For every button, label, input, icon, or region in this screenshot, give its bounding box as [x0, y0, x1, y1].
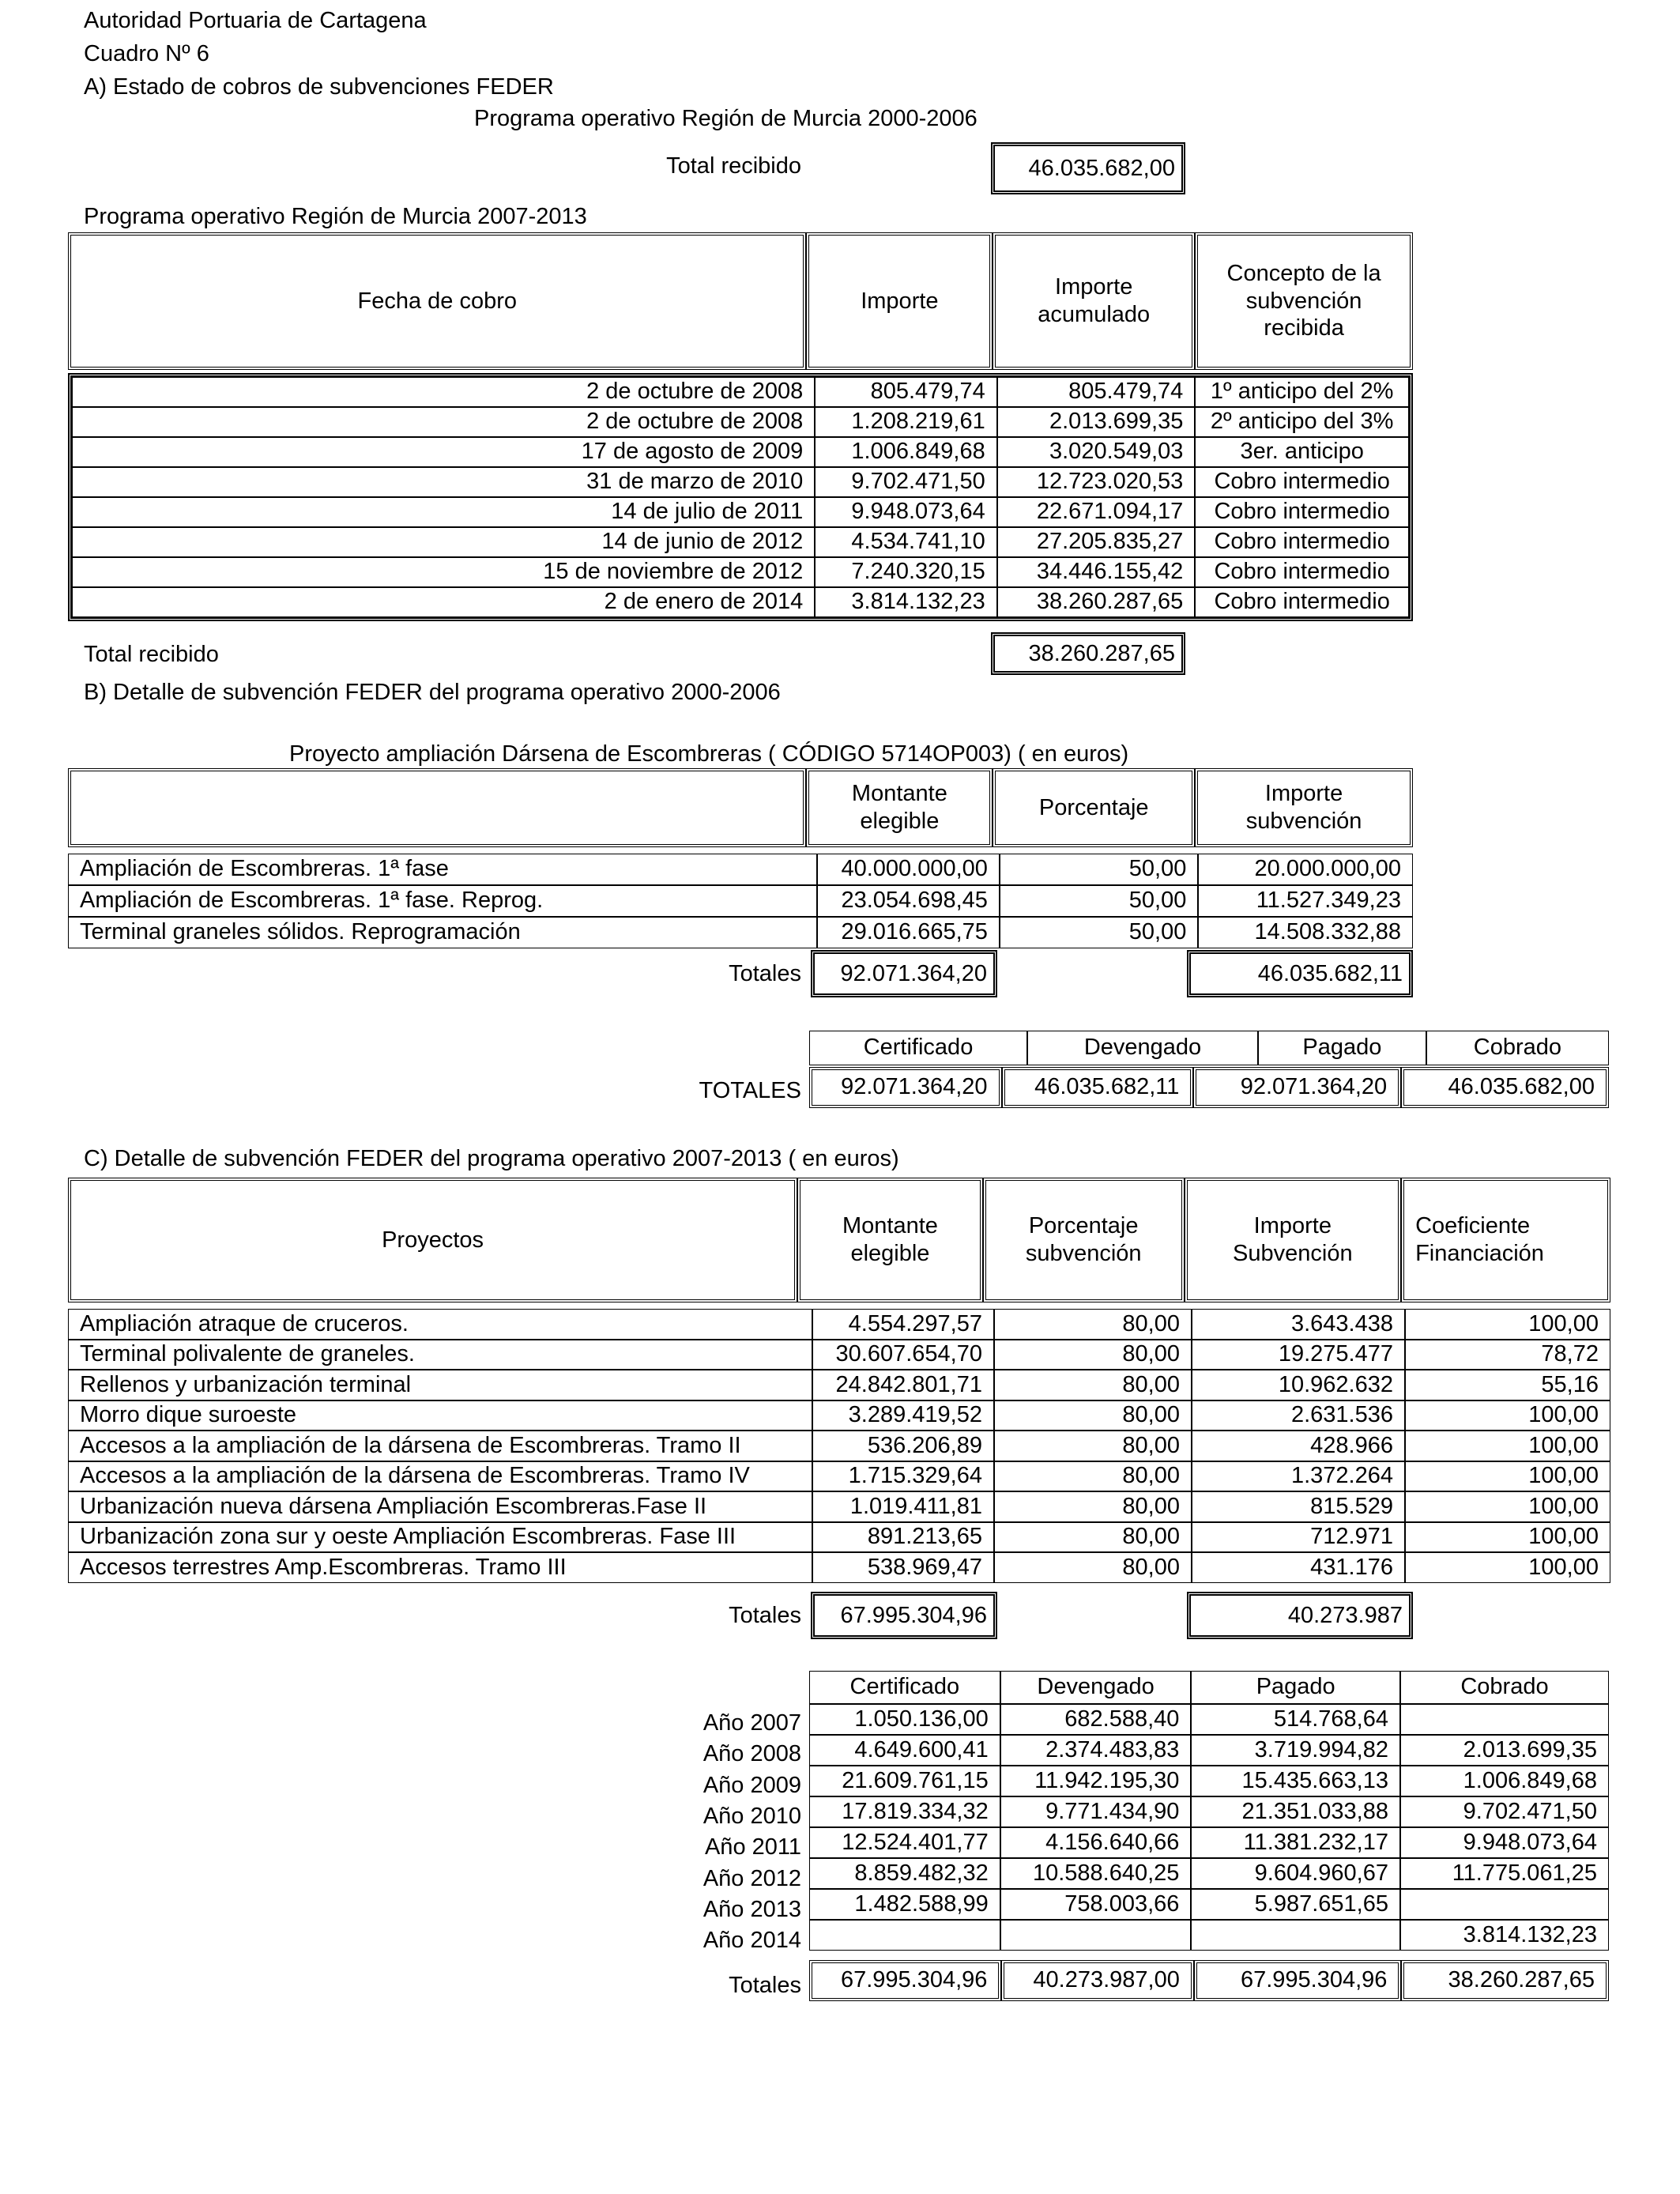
section-b-project: Proyecto ampliación Dársena de Escombreras ( CÓDIGO 5714OP003) ( en euros) — [289, 741, 1129, 767]
section-b-row-cell: 11.527.349,23 — [1198, 885, 1413, 917]
yearly-row-cell — [1400, 1889, 1609, 1920]
section-b-row-cell: 50,00 — [1000, 854, 1198, 885]
yearly-row-cell: 682.588,40 — [1000, 1704, 1192, 1735]
section-c-row-cell: 1.372.264 — [1192, 1461, 1405, 1492]
section-c-row-cell: 712.971 — [1192, 1522, 1405, 1553]
cobros-row-cell: 38.260.287,65 — [997, 587, 1196, 617]
yearly-row-cell: 15.435.663,13 — [1191, 1766, 1400, 1796]
yearly-row-label: Año 2007 — [703, 1710, 801, 1736]
cobros-row-cell: 9.948.073,64 — [815, 497, 997, 527]
section-b-row-cell: Ampliación de Escombreras. 1ª fase — [68, 854, 817, 885]
section-b-row — [68, 885, 1413, 917]
yearly-header-certificado: Certificado — [809, 1671, 1000, 1704]
cobros-row-cell: 31 de marzo de 2010 — [72, 467, 815, 497]
cobros-header-fecha: Fecha de cobro — [68, 232, 806, 370]
section-c-row-cell: 100,00 — [1405, 1461, 1610, 1492]
summary-header-devengado: Devengado — [1027, 1031, 1258, 1065]
program-2007-title: Programa operativo Región de Murcia 2007-2013 — [84, 204, 587, 229]
cobros-row-cell: 34.446.155,42 — [997, 557, 1196, 587]
yearly-row — [809, 1796, 1609, 1827]
section-c-row-cell: 536.206,89 — [812, 1431, 994, 1461]
section-c-row-cell: 80,00 — [994, 1431, 1192, 1461]
yearly-row — [809, 1735, 1609, 1766]
cobros-row-cell: 2 de octubre de 2008 — [72, 377, 815, 407]
section-b-row-cell: 50,00 — [1000, 885, 1198, 917]
section-c-row-cell: Accesos terrestres Amp.Escombreras. Tramo III — [68, 1552, 812, 1583]
section-b-header-table — [68, 768, 1413, 847]
section-c-row-cell: 78,72 — [1405, 1340, 1610, 1370]
section-b-row-cell: 40.000.000,00 — [817, 854, 1000, 885]
yearly-row-cell: 11.381.232,17 — [1191, 1827, 1400, 1858]
cobros-table — [68, 373, 1413, 621]
section-b-row — [68, 854, 1413, 885]
summary-totales-label: TOTALES — [699, 1078, 801, 1103]
section-b-row-cell: Terminal graneles sólidos. Reprogramación — [68, 917, 817, 948]
section-b-title: B) Detalle de subvención FEDER del programa operativo 2000-2006 — [84, 680, 781, 705]
section-c-row — [68, 1309, 1610, 1340]
cobros-row-cell: 15 de noviembre de 2012 — [72, 557, 815, 587]
cobros-header-table — [68, 232, 1413, 370]
section-c-row-cell: 19.275.477 — [1192, 1340, 1405, 1370]
yearly-totals-table — [809, 1960, 1609, 2001]
cobros-header-acumulado: Importe acumulado — [993, 232, 1195, 370]
section-b-header-porcentaje: Porcentaje — [993, 768, 1195, 847]
cobros-row-cell: 2º anticipo del 3% — [1195, 407, 1409, 437]
yearly-header-devengado: Devengado — [1000, 1671, 1192, 1704]
section-c-row-cell: 1.715.329,64 — [812, 1461, 994, 1492]
cuadro-number: Cuadro Nº 6 — [84, 41, 209, 66]
cobros-total-value: 38.260.287,65 — [991, 632, 1185, 675]
yearly-row — [809, 1858, 1609, 1889]
program-2000-title: Programa operativo Región de Murcia 2000-2006 — [474, 106, 977, 131]
section-b-summary-table — [809, 1031, 1609, 1065]
section-c-row-cell: 55,16 — [1405, 1370, 1610, 1400]
summary-value-certificado: 92.071.364,20 — [809, 1067, 1002, 1108]
section-c-row-cell: 538.969,47 — [812, 1552, 994, 1583]
section-c-row-cell: 815.529 — [1192, 1491, 1405, 1522]
section-b-header-montante: Montante elegible — [806, 768, 993, 847]
yearly-row-label: Año 2008 — [703, 1741, 801, 1767]
section-c-row-cell: 4.554.297,57 — [812, 1309, 994, 1340]
cobros-row — [72, 437, 1409, 467]
section-b-table — [68, 854, 1413, 948]
yearly-row-cell: 8.859.482,32 — [809, 1858, 1000, 1889]
section-b-summary-values — [809, 1067, 1609, 1108]
section-c-row-cell: 3.643.438 — [1192, 1309, 1405, 1340]
yearly-total-pagado: 67.995.304,96 — [1194, 1960, 1402, 2001]
cobros-row — [72, 527, 1409, 557]
cobros-row — [72, 407, 1409, 437]
section-c-row-cell: 100,00 — [1405, 1309, 1610, 1340]
section-c-row — [68, 1461, 1610, 1492]
section-c-row-cell: 891.213,65 — [812, 1522, 994, 1553]
section-c-title: C) Detalle de subvención FEDER del programa operativo 2007-2013 ( en euros) — [84, 1146, 899, 1171]
section-c-row-cell: 428.966 — [1192, 1431, 1405, 1461]
yearly-row-label: Año 2014 — [703, 1928, 801, 1954]
section-c-row-cell: 80,00 — [994, 1552, 1192, 1583]
section-c-header-importe: Importe Subvención — [1185, 1178, 1402, 1302]
section-c-row — [68, 1431, 1610, 1461]
yearly-row — [809, 1827, 1609, 1858]
cobros-row-cell: 1.208.219,61 — [815, 407, 997, 437]
section-c-row-cell: 10.962.632 — [1192, 1370, 1405, 1400]
yearly-row-cell — [809, 1920, 1000, 1951]
yearly-row-cell — [1400, 1704, 1609, 1735]
section-b-row-cell: 50,00 — [1000, 917, 1198, 948]
cobros-row — [72, 497, 1409, 527]
section-c-row — [68, 1370, 1610, 1400]
section-c-row-cell: 80,00 — [994, 1309, 1192, 1340]
cobros-row-cell: 17 de agosto de 2009 — [72, 437, 815, 467]
section-c-row — [68, 1340, 1610, 1370]
summary-header-pagado: Pagado — [1258, 1031, 1426, 1065]
section-c-row-cell: 2.631.536 — [1192, 1400, 1405, 1431]
section-c-row-cell: 24.842.801,71 — [812, 1370, 994, 1400]
summary-header-certificado: Certificado — [809, 1031, 1027, 1065]
yearly-row-cell: 2.013.699,35 — [1400, 1735, 1609, 1766]
yearly-row-cell — [1191, 1920, 1400, 1951]
section-b-header-importe: Importe subvención — [1195, 768, 1413, 847]
section-b-row-cell: Ampliación de Escombreras. 1ª fase. Reprog. — [68, 885, 817, 917]
section-c-header-coeficiente: Coeficiente Financiación — [1401, 1178, 1610, 1302]
yearly-row-cell: 3.814.132,23 — [1400, 1920, 1609, 1951]
yearly-row-cell — [1000, 1920, 1192, 1951]
section-c-row-cell: 100,00 — [1405, 1491, 1610, 1522]
yearly-row-cell: 2.374.483,83 — [1000, 1735, 1192, 1766]
section-c-header-table — [68, 1178, 1610, 1302]
section-c-row-cell: Rellenos y urbanización terminal — [68, 1370, 812, 1400]
cobros-row-cell: 14 de junio de 2012 — [72, 527, 815, 557]
section-c-row-cell: 1.019.411,81 — [812, 1491, 994, 1522]
yearly-row-cell: 9.948.073,64 — [1400, 1827, 1609, 1858]
section-c-row-cell: Urbanización nueva dársena Ampliación Escombreras.Fase II — [68, 1491, 812, 1522]
cobros-row-cell: 3er. anticipo — [1195, 437, 1409, 467]
section-c-row-cell: 100,00 — [1405, 1431, 1610, 1461]
yearly-row-cell: 3.719.994,82 — [1191, 1735, 1400, 1766]
yearly-row-cell: 11.775.061,25 — [1400, 1858, 1609, 1889]
cobros-row-cell: 14 de julio de 2011 — [72, 497, 815, 527]
section-c-row-cell: 100,00 — [1405, 1552, 1610, 1583]
cobros-row-cell: 7.240.320,15 — [815, 557, 997, 587]
section-c-row-cell: Accesos a la ampliación de la dársena de Escombreras. Tramo IV — [68, 1461, 812, 1492]
cobros-row-cell: 27.205.835,27 — [997, 527, 1196, 557]
cobros-row-cell: 4.534.741,10 — [815, 527, 997, 557]
cobros-row-cell: 2.013.699,35 — [997, 407, 1196, 437]
yearly-row-label: Año 2012 — [703, 1865, 801, 1891]
total-2000-label: Total recibido — [666, 153, 801, 179]
yearly-total-devengado: 40.273.987,00 — [1001, 1960, 1193, 2001]
yearly-row-cell: 12.524.401,77 — [809, 1827, 1000, 1858]
yearly-row-cell: 17.819.334,32 — [809, 1796, 1000, 1827]
section-b-header-blank — [68, 768, 806, 847]
section-c-totals-label: Totales — [729, 1603, 801, 1628]
summary-value-pagado: 92.071.364,20 — [1193, 1067, 1401, 1108]
cobros-row-cell: 12.723.020,53 — [997, 467, 1196, 497]
yearly-total-cobrado: 38.260.287,65 — [1401, 1960, 1609, 2001]
cobros-header-concepto: Concepto de la subvención recibida — [1195, 232, 1413, 370]
section-c-row-cell: Urbanización zona sur y oeste Ampliación Escombreras. Fase III — [68, 1522, 812, 1553]
section-c-row-cell: 80,00 — [994, 1370, 1192, 1400]
yearly-row-cell: 10.588.640,25 — [1000, 1858, 1192, 1889]
section-c-row-cell: 80,00 — [994, 1461, 1192, 1492]
yearly-row-cell: 11.942.195,30 — [1000, 1766, 1192, 1796]
section-c-totals-importe: 40.273.987 — [1187, 1592, 1413, 1639]
cobros-row-cell: Cobro intermedio — [1195, 467, 1409, 497]
section-c-row-cell: Accesos a la ampliación de la dársena de Escombreras. Tramo II — [68, 1431, 812, 1461]
yearly-header-pagado: Pagado — [1191, 1671, 1400, 1704]
summary-value-cobrado: 46.035.682,00 — [1401, 1067, 1609, 1108]
cobros-row-cell: 22.671.094,17 — [997, 497, 1196, 527]
section-c-row-cell: 80,00 — [994, 1340, 1192, 1370]
section-c-row — [68, 1491, 1610, 1522]
yearly-row — [809, 1920, 1609, 1951]
section-c-row-cell: 80,00 — [994, 1491, 1192, 1522]
yearly-totals-label: Totales — [729, 1973, 801, 1998]
yearly-total-certificado: 67.995.304,96 — [809, 1960, 1001, 2001]
section-c-header-montante: Montante elegible — [797, 1178, 983, 1302]
cobros-row-cell: 805.479,74 — [815, 377, 997, 407]
yearly-row-label: Año 2010 — [703, 1803, 801, 1829]
section-b-row-cell: 14.508.332,88 — [1198, 917, 1413, 948]
yearly-row-cell: 514.768,64 — [1191, 1704, 1400, 1735]
section-c-row-cell: Ampliación atraque de cruceros. — [68, 1309, 812, 1340]
cobros-row-cell: Cobro intermedio — [1195, 497, 1409, 527]
section-b-row-cell: 20.000.000,00 — [1198, 854, 1413, 885]
section-c-row-cell: Terminal polivalente de graneles. — [68, 1340, 812, 1370]
section-c-row-cell: 80,00 — [994, 1522, 1192, 1553]
cobros-row-cell: 1.006.849,68 — [815, 437, 997, 467]
yearly-row — [809, 1704, 1609, 1735]
cobros-total-label: Total recibido — [84, 642, 219, 667]
yearly-table — [809, 1671, 1609, 1951]
section-b-totals-label: Totales — [729, 961, 801, 986]
yearly-row-label: Año 2011 — [704, 1834, 801, 1860]
cobros-header-importe: Importe — [806, 232, 993, 370]
yearly-row — [809, 1766, 1609, 1796]
cobros-row-cell: Cobro intermedio — [1195, 527, 1409, 557]
section-c-row-cell: 100,00 — [1405, 1522, 1610, 1553]
yearly-row-cell: 1.006.849,68 — [1400, 1766, 1609, 1796]
section-c-row-cell: 80,00 — [994, 1400, 1192, 1431]
section-b-row-cell: 29.016.665,75 — [817, 917, 1000, 948]
summary-value-devengado: 46.035.682,11 — [1002, 1067, 1194, 1108]
yearly-row-cell: 758.003,66 — [1000, 1889, 1192, 1920]
section-c-row — [68, 1552, 1610, 1583]
cobros-row-cell: 2 de octubre de 2008 — [72, 407, 815, 437]
yearly-row-cell: 9.604.960,67 — [1191, 1858, 1400, 1889]
section-c-header-porcentaje: Porcentaje subvención — [983, 1178, 1185, 1302]
cobros-row-cell: Cobro intermedio — [1195, 557, 1409, 587]
section-c-row — [68, 1400, 1610, 1431]
section-c-row-cell: 3.289.419,52 — [812, 1400, 994, 1431]
cobros-row-cell: 3.814.132,23 — [815, 587, 997, 617]
yearly-row-cell: 5.987.651,65 — [1191, 1889, 1400, 1920]
section-c-row-cell: Morro dique suroeste — [68, 1400, 812, 1431]
cobros-row — [72, 557, 1409, 587]
section-b-totals-importe: 46.035.682,11 — [1187, 950, 1413, 997]
cobros-row-cell: Cobro intermedio — [1195, 587, 1409, 617]
yearly-row-cell: 1.050.136,00 — [809, 1704, 1000, 1735]
total-2000-value: 46.035.682,00 — [991, 142, 1185, 194]
yearly-row-label: Año 2009 — [703, 1772, 801, 1798]
cobros-row — [72, 587, 1409, 617]
yearly-header-cobrado: Cobrado — [1400, 1671, 1609, 1704]
yearly-row-cell: 1.482.588,99 — [809, 1889, 1000, 1920]
yearly-row-cell: 9.702.471,50 — [1400, 1796, 1609, 1827]
yearly-row — [809, 1889, 1609, 1920]
authority-name: Autoridad Portuaria de Cartagena — [84, 8, 427, 33]
section-b-row-cell: 23.054.698,45 — [817, 885, 1000, 917]
yearly-row-cell: 21.609.761,15 — [809, 1766, 1000, 1796]
yearly-row-cell: 4.156.640,66 — [1000, 1827, 1192, 1858]
cobros-row — [72, 467, 1409, 497]
yearly-row-label: Año 2013 — [703, 1896, 801, 1922]
section-c-totals-montante: 67.995.304,96 — [811, 1592, 997, 1639]
cobros-row — [72, 377, 1409, 407]
cobros-row-cell: 3.020.549,03 — [997, 437, 1196, 467]
yearly-row-cell: 4.649.600,41 — [809, 1735, 1000, 1766]
yearly-row-cell: 21.351.033,88 — [1191, 1796, 1400, 1827]
summary-header-cobrado: Cobrado — [1426, 1031, 1609, 1065]
section-c-header-proyectos: Proyectos — [68, 1178, 797, 1302]
section-c-row-cell: 431.176 — [1192, 1552, 1405, 1583]
cobros-row-cell: 2 de enero de 2014 — [72, 587, 815, 617]
cobros-row-cell: 9.702.471,50 — [815, 467, 997, 497]
cobros-row-cell: 1º anticipo del 2% — [1195, 377, 1409, 407]
yearly-row-cell: 9.771.434,90 — [1000, 1796, 1192, 1827]
cobros-row-cell: 805.479,74 — [997, 377, 1196, 407]
section-c-row-cell: 30.607.654,70 — [812, 1340, 994, 1370]
section-b-row — [68, 917, 1413, 948]
section-c-row — [68, 1522, 1610, 1553]
section-c-row-cell: 100,00 — [1405, 1400, 1610, 1431]
section-c-table — [68, 1309, 1610, 1583]
section-a-title: A) Estado de cobros de subvenciones FEDER — [84, 74, 554, 100]
section-b-totals-montante: 92.071.364,20 — [811, 950, 997, 997]
